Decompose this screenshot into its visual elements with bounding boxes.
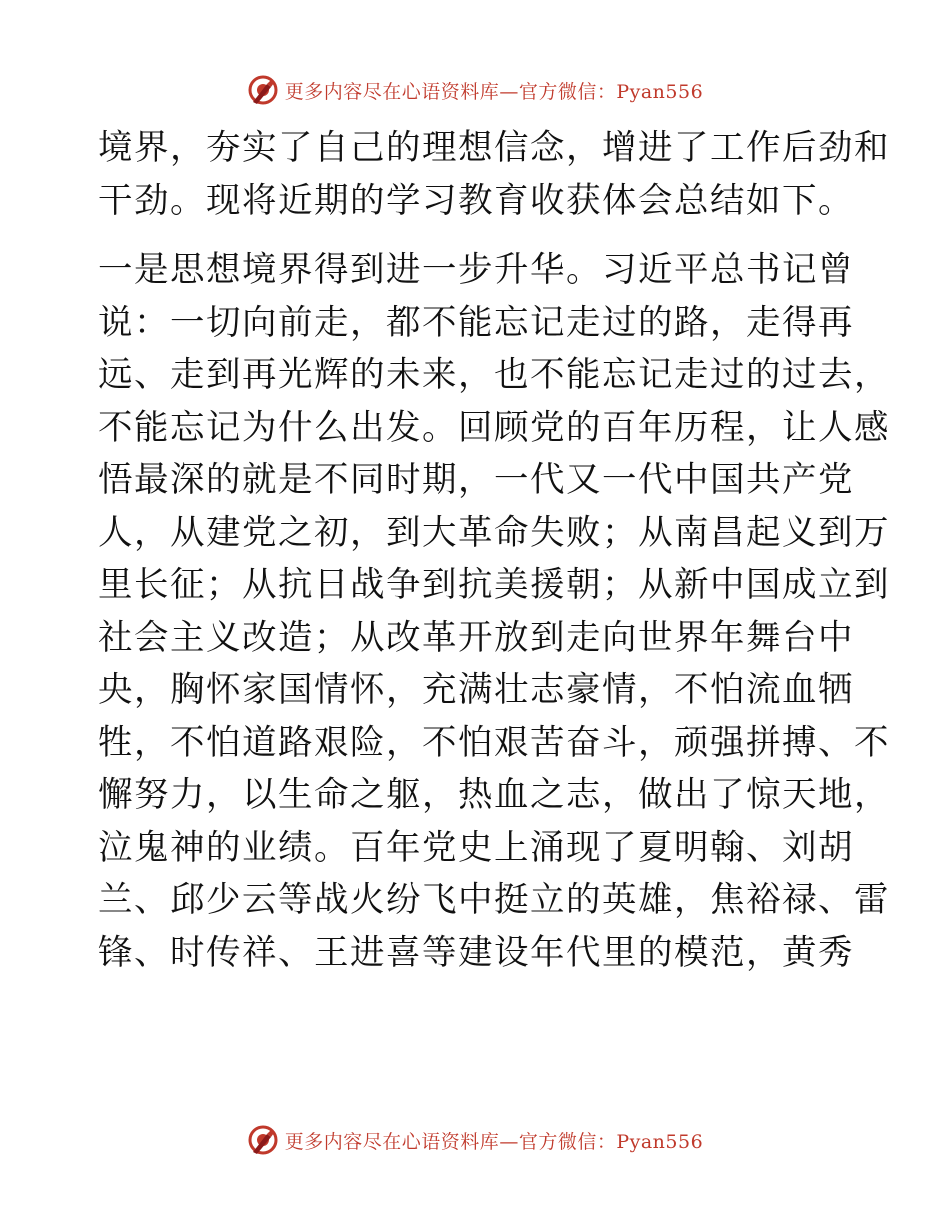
text-line: 懈努力，以生命之躯，热血之志，做出了惊天地，: [98, 775, 890, 815]
footer-banner: [0, 1120, 950, 1160]
text-line: 远、走到再光辉的未来，也不能忘记走过的过去，: [98, 355, 890, 395]
text-line: 央，胸怀家国情怀，充满壮志豪情，不怕流血牺: [98, 670, 854, 710]
header-wechat-label: 官方微信：: [518, 80, 617, 103]
text-line: 境界，夯实了自己的理想信念，增进了工作后劲和: [98, 128, 890, 168]
document-body: [98, 122, 890, 979]
text-line: 里长征；从抗日战争到抗美援朝；从新中国成立到: [98, 565, 890, 605]
footer-wechat-label: 官方微信：: [518, 1130, 617, 1153]
footer-dash: —: [499, 1130, 519, 1153]
text-line: 悟最深的就是不同时期，一代又一代中国共产党: [98, 460, 854, 500]
header-dash: —: [499, 80, 519, 103]
text-line: 说：一切向前走，都不能忘记走过的路，走得再: [98, 302, 854, 343]
text-line: 一是思想境界得到进一步升华。习近平总书记曾: [98, 250, 854, 290]
text-line: 社会主义改造；从改革开放到走向世界年舞台中: [98, 617, 854, 658]
header-prefix: 更多内容尽在心语资料库: [284, 80, 500, 103]
red-pen-circle-logo-icon: [247, 74, 279, 106]
text-line: 锋、时传祥、王进喜等建设年代里的模范，黄秀: [98, 932, 854, 973]
footer-wechat-id: Pyan556: [616, 1130, 704, 1153]
paragraph-2: [98, 244, 890, 979]
text-line: 人，从建党之初，到大革命失败；从南昌起义到万: [98, 512, 890, 553]
text-line: 兰、邱少云等战火纷飞中挺立的英雄，焦裕禄、雷: [98, 880, 890, 920]
text-line: 泣鬼神的业绩。百年党史上涌现了夏明翰、刘胡: [98, 827, 854, 868]
header-banner: [0, 70, 950, 110]
text-line: 不能忘记为什么出发。回顾党的百年历程，让人感: [98, 407, 890, 448]
text-line: 牲，不怕道路艰险，不怕艰苦奋斗，顽强拼搏、不: [98, 722, 890, 763]
header-banner-text: [285, 77, 703, 104]
text-line: 干劲。现将近期的学习教育收获体会总结如下。: [98, 180, 854, 221]
footer-prefix: 更多内容尽在心语资料库: [284, 1130, 500, 1153]
header-wechat-id: Pyan556: [616, 80, 704, 103]
red-pen-circle-logo-icon: [247, 1124, 279, 1156]
paragraph-1: [98, 122, 890, 227]
footer-banner-text: [285, 1127, 703, 1154]
